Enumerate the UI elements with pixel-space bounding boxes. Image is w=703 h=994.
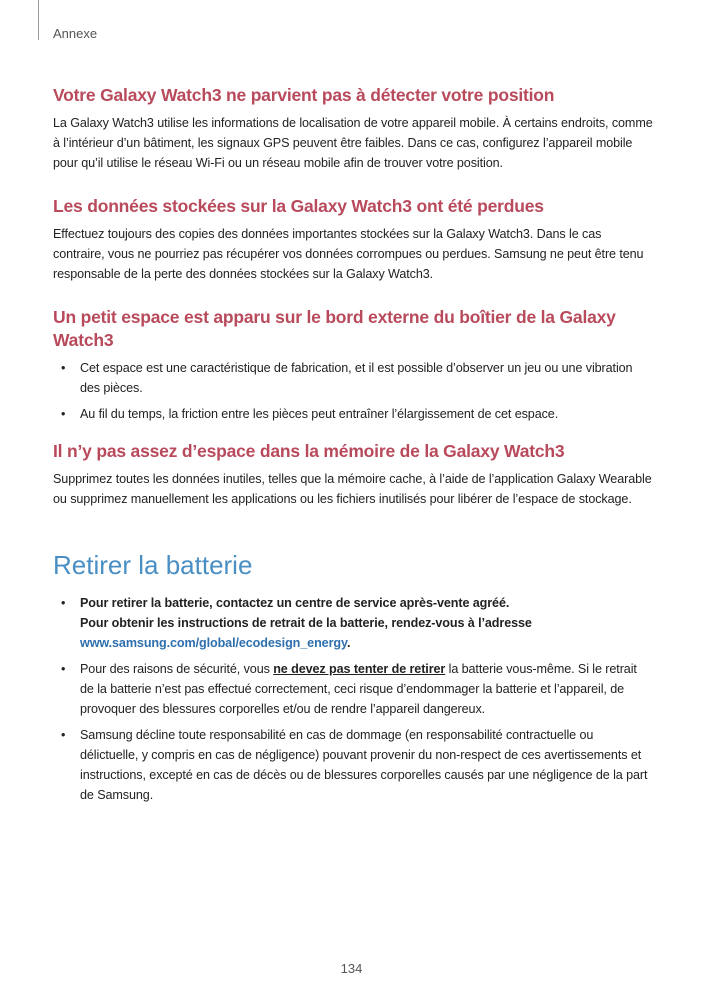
section-data-lost	[53, 195, 653, 284]
battery-title: Retirer la batterie	[53, 550, 253, 580]
section-battery	[53, 549, 653, 805]
section-title: Un petit espace est apparu sur le bord externe du boîtier de la Galaxy Watch3	[53, 307, 616, 350]
battery-bullet-list	[53, 593, 653, 805]
section-title: Votre Galaxy Watch3 ne parvient pas à détecter votre position	[53, 85, 555, 105]
bullet-icon: •	[61, 361, 66, 375]
page-edge-line	[38, 0, 39, 40]
page-content	[53, 84, 653, 811]
ecodesign-link[interactable]: www.samsung.com/global/ecodesign_energy	[80, 636, 347, 650]
section-memory	[53, 440, 653, 509]
running-header: Annexe	[53, 26, 98, 41]
link-end-period: .	[346, 636, 351, 650]
list-item	[53, 404, 653, 424]
battery-bullet-line2: Pour obtenir les instructions de retrait de la batterie, rendez-vous à l’adresse	[80, 616, 532, 630]
list-item-text: Cet espace est une caractéristique de fabrication, et il est possible d’observer un jeu ou une vibration des pièces.	[80, 361, 633, 395]
section-gap	[53, 306, 653, 424]
bullet-icon: •	[61, 662, 66, 676]
warning-text-after: la batterie vous-même. Si le retrait de la batterie n’est pas effectué correctement, ceci risque d’endommager la batterie et l’appareil, de provoquer des blessures corporelles et/ou de rendre l’appareil dangereux.	[80, 662, 637, 716]
list-item	[53, 358, 653, 398]
section-body: Supprimez toutes les données inutiles, telles que la mémoire cache, à l’aide de l’application Galaxy Wearable ou supprimez manuellement les applications ou les fichiers inutilisés pour libérer de l’espace de stockage.	[53, 472, 652, 506]
bullet-list	[53, 358, 653, 424]
list-item	[53, 659, 653, 719]
section-title: Les données stockées sur la Galaxy Watch3 ont été perdues	[53, 196, 544, 216]
bullet-icon: •	[61, 728, 66, 742]
page-number: 134	[340, 961, 363, 976]
section-body: Effectuez toujours des copies des données importantes stockées sur la Galaxy Watch3. Dans le cas contraire, vous ne pourriez pas récupérer vos données corrompues ou perdues. Samsung ne peut être tenu responsable de la perte des données stockées sur la Galaxy Watch3.	[53, 227, 644, 281]
disclaimer-text: Samsung décline toute responsabilité en cas de dommage (en responsabilité contractuelle ou délictuelle, y compris en cas de négligence) pouvant provenir du non-respect de ces avertissements et instructions, excepté en cas de décès ou de blessures corporelles causés par une négligence de la part de Samsung.	[80, 728, 648, 802]
warning-emphasis: ne devez pas tenter de retirer	[273, 662, 446, 676]
list-item	[53, 725, 653, 805]
warning-text-before: Pour des raisons de sécurité, vous	[80, 662, 274, 676]
battery-bullet-line1: Pour retirer la batterie, contactez un centre de service après-vente agréé.	[80, 596, 510, 610]
list-item	[53, 593, 653, 653]
section-title: Il n’y pas assez d’espace dans la mémoire de la Galaxy Watch3	[53, 441, 565, 461]
list-item-text: Au fil du temps, la friction entre les pièces peut entraîner l’élargissement de cet espace.	[80, 407, 559, 421]
section-position	[53, 84, 653, 173]
section-body: La Galaxy Watch3 utilise les informations de localisation de votre appareil mobile. À certains endroits, comme à l’intérieur d’un bâtiment, les signaux GPS peuvent être faibles. Dans ce cas, configurez l’appareil mobile pour qu’il utilise le réseau Wi-Fi ou un réseau mobile afin de trouver votre position.	[53, 116, 653, 170]
bullet-icon: •	[61, 407, 66, 421]
bullet-icon: •	[61, 596, 66, 610]
